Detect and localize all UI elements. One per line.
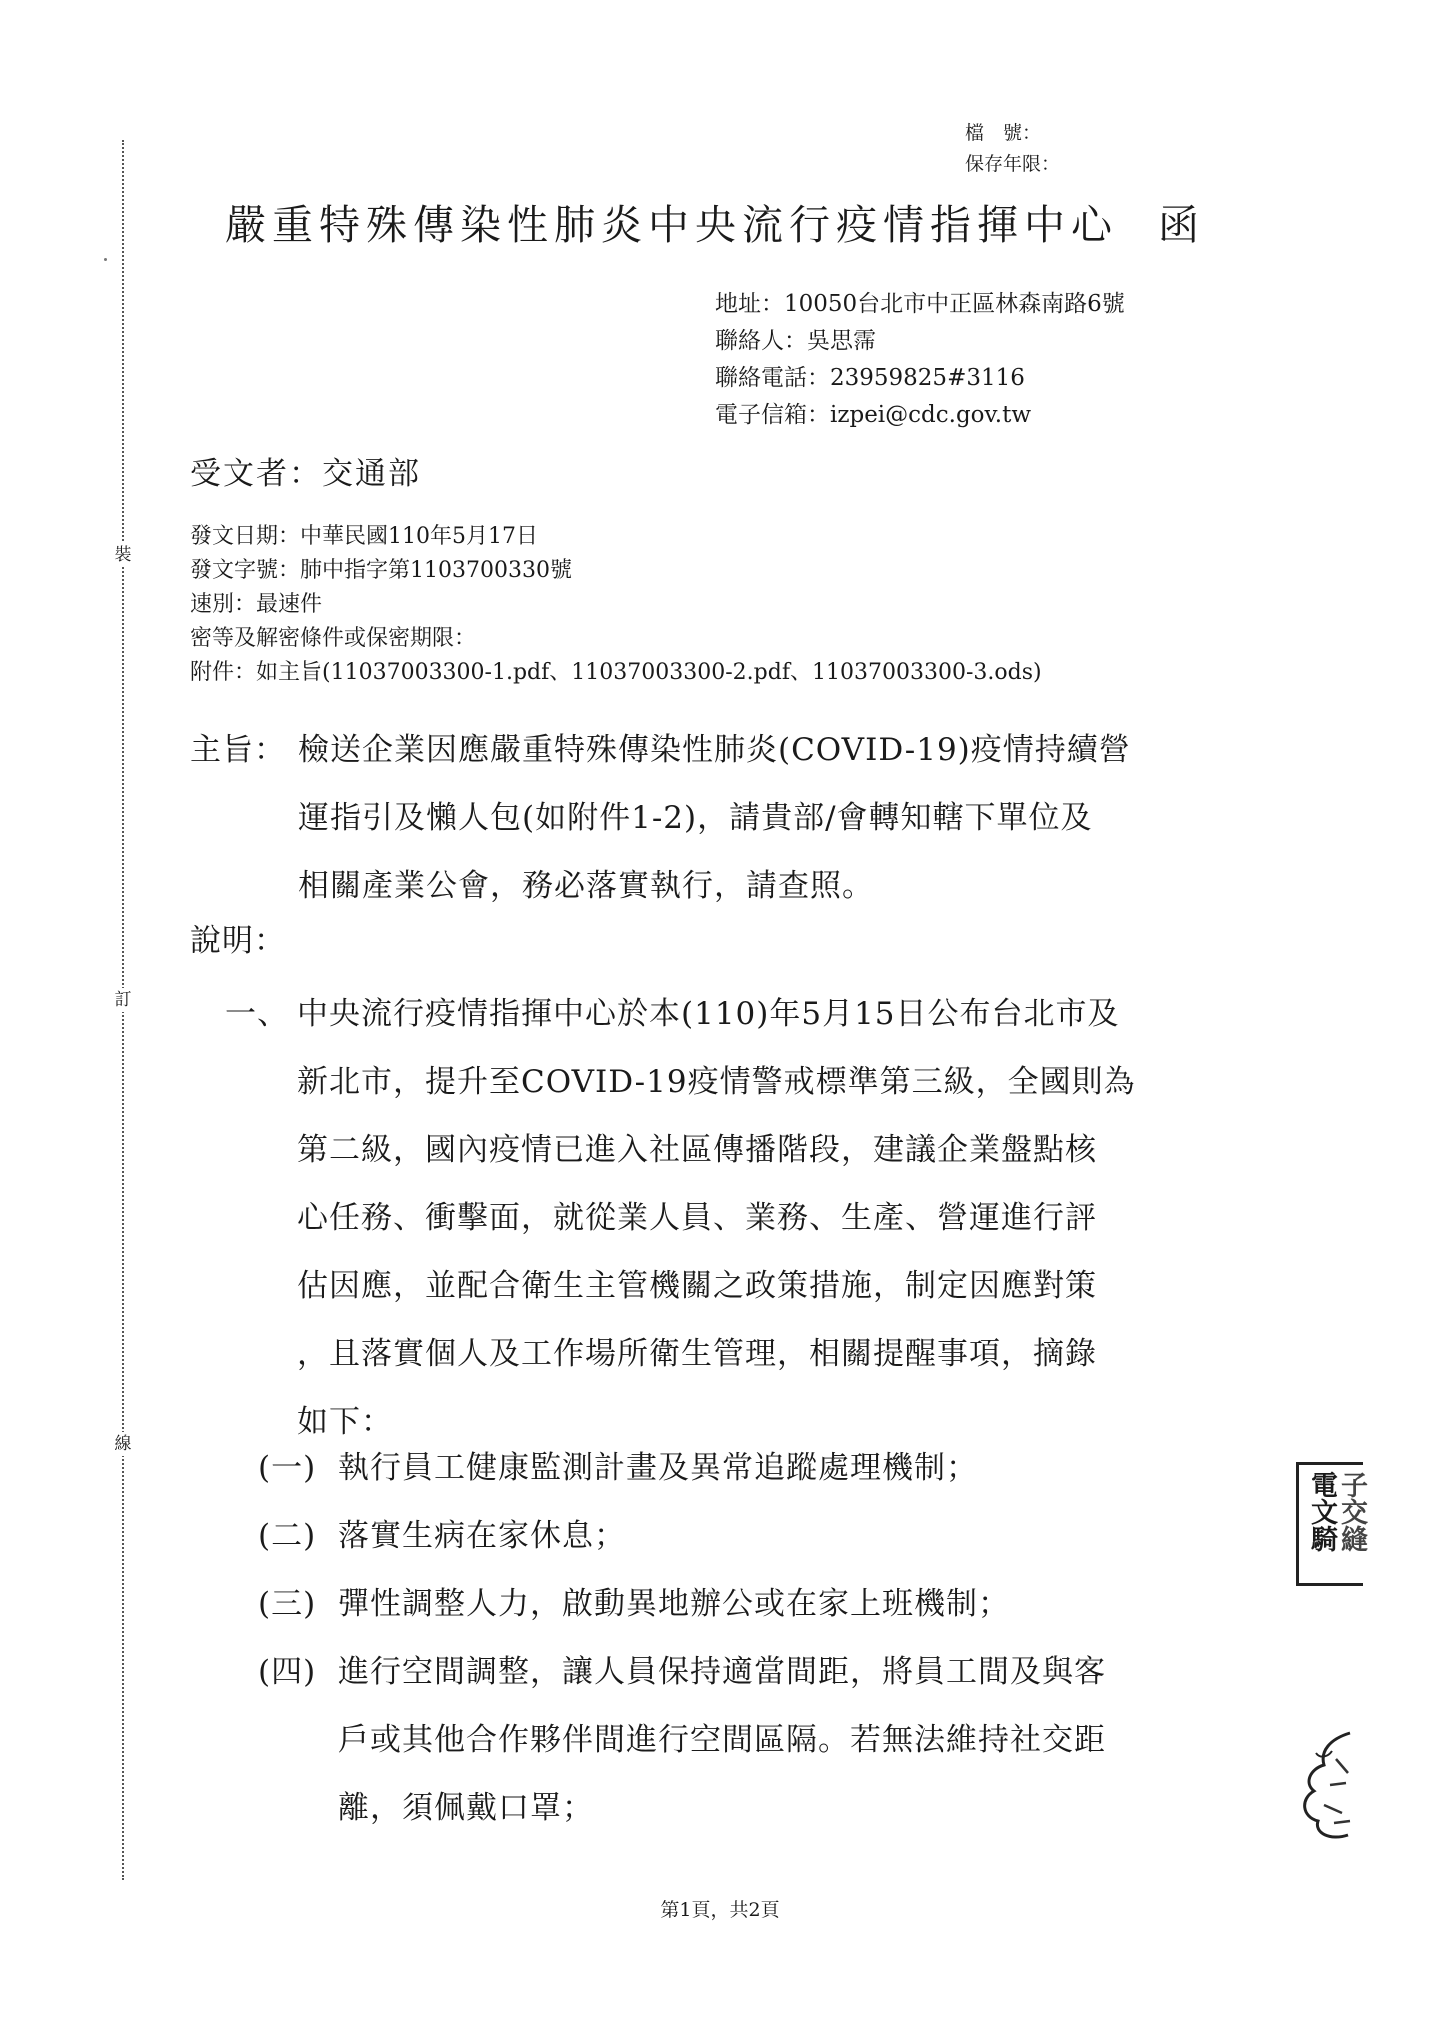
item-line: 中央流行疫情指揮中心於本(110)年5月15日公布台北市及 xyxy=(297,996,1120,1032)
item-line: 新北市，提升至COVID-19疫情警戒標準第三級，全國則為 xyxy=(297,1064,1136,1100)
sub-item-number: (四) xyxy=(258,1654,317,1690)
explanation-label: 說明： xyxy=(190,923,286,959)
contact-phone: 聯絡電話：23959825#3116 xyxy=(715,365,1025,391)
issue-date: 發文日期：中華民國110年5月17日 xyxy=(190,524,538,549)
contact-address: 地址：10050台北市中正區林森南路6號 xyxy=(715,291,1125,317)
sub-item xyxy=(258,1502,1106,1570)
sub-item-list xyxy=(258,1434,1106,1842)
contact-email: 電子信箱：izpei@cdc.gov.tw xyxy=(715,402,1032,428)
document-type: 函 xyxy=(1158,201,1205,249)
sub-item-line: 進行空間調整，讓人員保持適當間距，將員工間及與客 xyxy=(338,1654,1106,1690)
item-line: 第二級，國內疫情已進入社區傳播階段，建議企業盤點核 xyxy=(297,1132,1097,1168)
recipient: 受文者：交通部 xyxy=(190,456,421,492)
seal-mark-icon xyxy=(1290,1725,1360,1845)
sub-item-number: (二) xyxy=(258,1518,317,1554)
sub-item-line: 落實生病在家休息； xyxy=(338,1518,626,1554)
contact-block xyxy=(715,286,1125,434)
delivery-speed: 速別：最速件 xyxy=(190,592,323,617)
subject-line: 檢送企業因應嚴重特殊傳染性肺炎(COVID-19)疫情持續營 xyxy=(298,732,1131,768)
binding-mark-bottom: 線 xyxy=(111,1432,135,1456)
secrecy-level: 密等及解密條件或保密期限： xyxy=(190,626,477,651)
item-number: 一、 xyxy=(225,996,289,1032)
sub-item-line: 執行員工健康監測計畫及異常追蹤處理機制； xyxy=(338,1450,978,1486)
sub-item-line: 彈性調整人力，啟動異地辦公或在家上班機制； xyxy=(338,1586,1010,1622)
contact-person: 聯絡人：吳思霈 xyxy=(715,328,876,354)
subject-label: 主旨： xyxy=(190,732,286,768)
reference-number: 發文字號：肺中指字第1103700330號 xyxy=(190,558,572,583)
document-title xyxy=(225,192,1205,251)
sub-item xyxy=(258,1638,1106,1842)
binding-mark-top: 裝 xyxy=(111,543,135,567)
sub-item-line: 離，須佩戴口罩； xyxy=(338,1790,594,1826)
subject-text xyxy=(298,716,1228,920)
sub-item xyxy=(258,1570,1106,1638)
stamp-column-1: 電文騎 xyxy=(1306,1471,1337,1552)
sub-item xyxy=(258,1434,1106,1502)
item-line: 心任務、衝擊面，就從業人員、業務、生產、營運進行評 xyxy=(297,1200,1097,1236)
subject-line: 運指引及懶人包(如附件1-2)，請貴部/會轉知轄下單位及 xyxy=(298,800,1093,836)
sub-item-line: 戶或其他合作夥伴間進行空間區隔。若無法維持社交距 xyxy=(338,1722,1106,1758)
scan-speck xyxy=(104,258,107,261)
item-text xyxy=(297,980,1136,1456)
sub-item-number: (三) xyxy=(258,1586,317,1622)
page-footer: 第1頁，共2頁 xyxy=(660,1899,780,1921)
subject-line: 相關產業公會，務必落實執行，請查照。 xyxy=(298,868,874,904)
file-number-label: 檔 號： xyxy=(964,122,1041,144)
stamp-column-2: 子交縫 xyxy=(1336,1471,1367,1552)
electronic-document-stamp xyxy=(1296,1462,1367,1586)
sub-item-number: (一) xyxy=(258,1450,317,1486)
document-meta xyxy=(190,520,1042,690)
retention-period-label: 保存年限： xyxy=(964,153,1060,175)
item-line: 如下： xyxy=(297,1404,393,1440)
archive-info xyxy=(965,118,1060,180)
item-line: 估因應，並配合衛生主管機關之政策措施，制定因應對策 xyxy=(297,1268,1097,1304)
agency-name: 嚴重特殊傳染性肺炎中央流行疫情指揮中心 xyxy=(225,201,1118,249)
attachments: 附件：如主旨(11037003300-1.pdf、11037003300-2.pdf、11037003300-3.ods) xyxy=(190,660,1042,685)
binding-mark-middle: 訂 xyxy=(111,988,135,1012)
item-line: ，且落實個人及工作場所衛生管理，相關提醒事項，摘錄 xyxy=(297,1336,1097,1372)
